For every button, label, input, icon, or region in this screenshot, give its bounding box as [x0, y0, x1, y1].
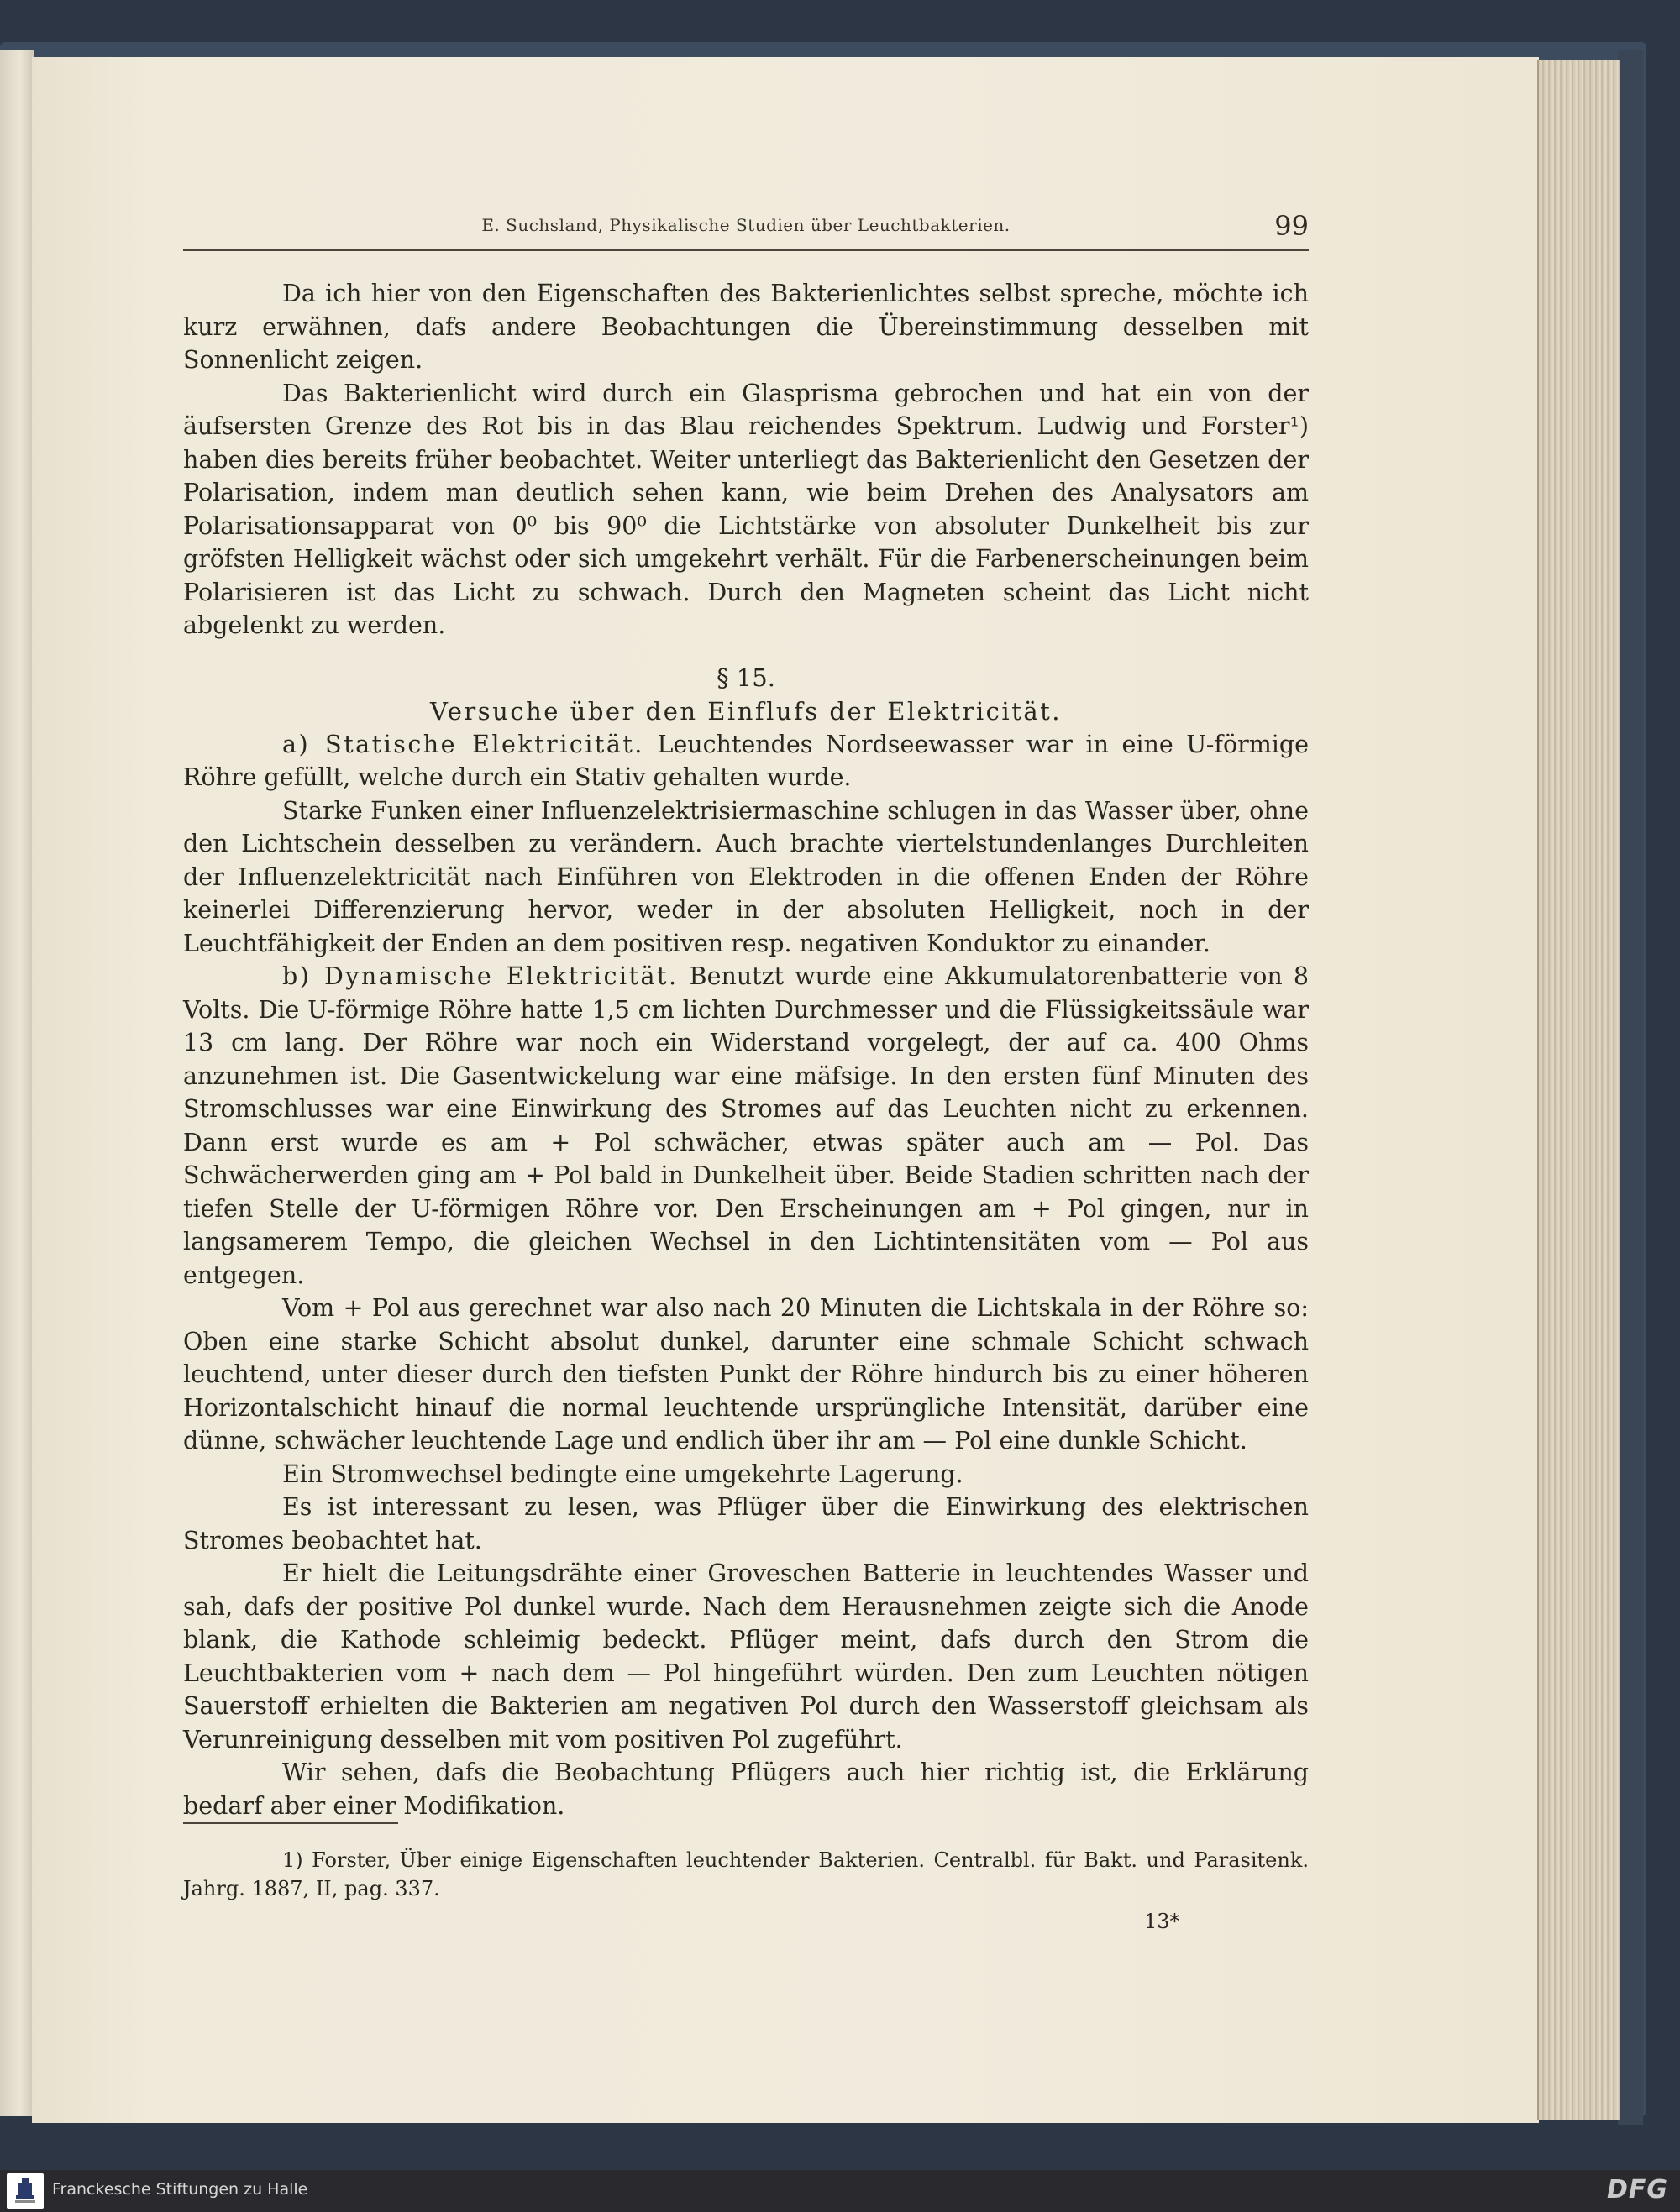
page-number: 99	[1274, 210, 1309, 242]
running-head-title: E. Suchsland, Physikalische Studien über Leuchtbakterien.	[481, 215, 1011, 235]
paragraph-b-lead: b) Dynamische Elektricität.	[282, 962, 679, 990]
institution-logo-icon[interactable]	[7, 2173, 44, 2209]
left-page-edge	[0, 50, 34, 2116]
footnote-rule	[183, 1822, 398, 1824]
paragraph: Wir sehen, dafs die Beobachtung Pflügers auch hier richtig ist, die Erklärung bedarf aber einer Modifikation.	[183, 1759, 1309, 1820]
paragraph-a-lead: a) Statische Elektricität.	[282, 730, 644, 758]
signature-mark: 13*	[1144, 1910, 1180, 1933]
institution-name[interactable]: Franckesche Stiftungen zu Halle	[52, 2180, 308, 2199]
paragraph-a	[183, 728, 1309, 794]
paragraph: Vom + Pol aus gerechnet war also nach 20 Minuten die Lichtskala in der Röhre so: Oben eine starke Schicht absolut dunkel, darunter eine schmale Schicht schwach leuchtend, unter dieser durch den tiefsten Punkt der Röhre hindurch bis zu einer höheren Horizontalschicht hinauf die normal leuchtende ursprüngliche Intensität, darüber eine dünne, schwächer leuchtende Lage und endlich über ihr am — Pol eine dunkle Schicht.	[183, 1294, 1309, 1455]
paragraph: Er hielt die Leitungsdrähte einer Groveschen Batterie in leuchtendes Wasser und sah, dafs der positive Pol dunkel wurde. Nach dem Herausnehmen zeigte sich die Anode blank, die Kathode schleimig bedeckt. Pflüger meint, dafs durch den Strom die Leuchtbakterien vom + nach dem — Pol hingeführt würden. Den zum Leuchten nötigen Sauerstoff erhielten die Bakterien am negativen Pol durch den Wasserstoff gleichsam als Verunreinigung desselben mit vom positiven Pol zugeführt.	[183, 1559, 1309, 1753]
dfg-logo[interactable]: DFG	[1606, 2175, 1668, 2204]
paragraph-b	[183, 960, 1309, 1292]
body-text	[183, 277, 1309, 1822]
paragraph-a-text: Leuchtendes Nordseewasser war in eine U-förmige Röhre gefüllt, welche durch ein Stativ gehalten wurde.	[183, 730, 1310, 791]
paragraph: Ein Stromwechsel bedingte eine umgekehrte Lagerung.	[282, 1460, 963, 1488]
section-mark: § 15.	[717, 663, 775, 692]
page-block-edges	[1537, 60, 1620, 2120]
viewer-footer	[0, 2170, 1680, 2212]
paragraph-b-text: Benutzt wurde eine Akkumulatorenbatterie von 8 Volts. Die U-förmige Röhre hatte 1,5 cm lichten Durchmesser und die Flüssigkeitssäule war 13 cm lang. Der Röhre war noch ein Widerstand vorgelegt, der auf ca. 400 Ohms anzunehmen ist. Die Gasentwickelung war eine mäfsige. In den ersten fünf Minuten des Stromschlusses war eine Einwirkung des Stromes auf das Leuchten nicht zu erkennen. Dann erst wurde es am + Pol schwächer, etwas später auch am — Pol. Das Schwächerwerden ging am + Pol bald in Dunkelheit über. Beide Stadien schritten nach der tiefen Stelle der U-förmigen Röhre vor. Den Erscheinungen am + Pol gingen, nur in langsamerem Tempo, die gleichen Wechsel in den Lichtintensitäten vom — Pol aus entgegen.	[183, 962, 1310, 1289]
footnote	[183, 1846, 1309, 1903]
running-head	[183, 210, 1309, 250]
paragraph: Starke Funken einer Influenzelektrisiermaschine schlugen in das Wasser über, ohne den Lichtschein desselben zu verändern. Auch brachte viertelstundenlanges Durchleiten der Influenzelektricität nach Einführen von Elektroden in die offenen Enden der Röhre keinerlei Differenzierung hervor, weder in der absoluten Helligkeit, noch in der Leuchtfähigkeit der Enden an dem positiven resp. negativen Konduktor zu einander.	[183, 796, 1309, 957]
section-title: Versuche über den Einflufs der Elektricität.	[429, 696, 1063, 726]
header-rule	[183, 249, 1309, 251]
paragraph: Das Bakterienlicht wird durch ein Glasprisma gebrochen und hat ein von der äufsersten Grenze des Rot bis in das Blau reichendes Spektrum. Ludwig und Forster¹) haben dies bereits früher beobachtet. Weiter unterliegt das Bakterienlicht den Gesetzen der Polarisation, indem man deutlich sehen kann, wie beim Drehen des Analysators am Polarisationsapparat von 0⁰ bis 90⁰ die Lichtstärke von absoluter Dunkelheit bis zur gröfsten Helligkeit wächst oder sich umgekehrt verhält. Für die Farbenerscheinungen beim Polarisieren ist das Licht zu schwach. Durch den Magneten scheint das Licht nicht abgelenkt zu werden.	[183, 379, 1309, 639]
cover-right-edge	[1618, 50, 1643, 2125]
paragraph: Da ich hier von den Eigenschaften des Bakterienlichtes selbst spreche, möchte ich kurz erwähnen, dafs andere Beobachtungen die Übereinstimmung desselben mit Sonnenlicht zeigen.	[183, 280, 1309, 374]
paragraph: Es ist interessant zu lesen, was Pflüger über die Einwirkung des elektrischen Stromes beobachtet hat.	[183, 1493, 1309, 1554]
footnote-text: 1) Forster, Über einige Eigenschaften leuchtender Bakterien. Centralbl. für Bakt. und Parasitenk. Jahrg. 1887, II, pag. 337.	[183, 1848, 1309, 1900]
